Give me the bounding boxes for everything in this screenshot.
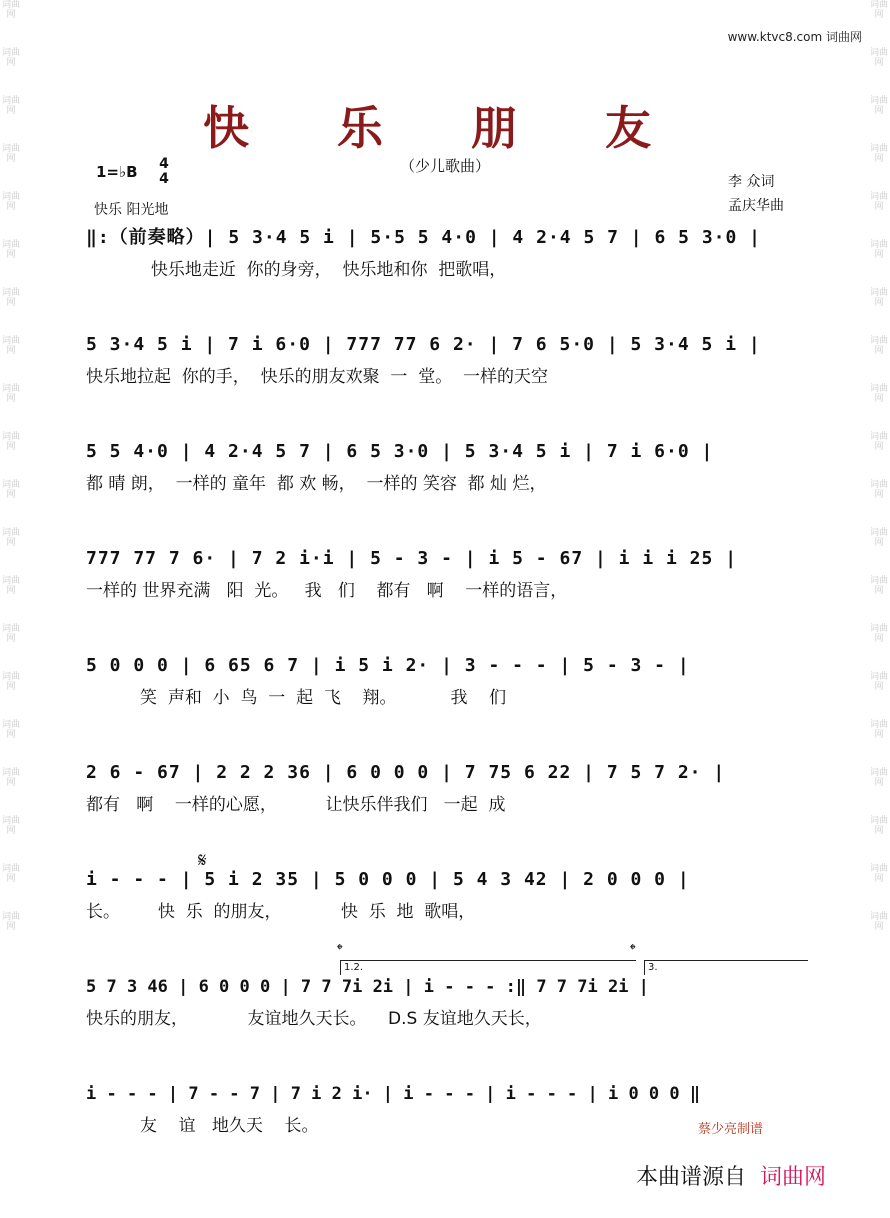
watermark-text: 词曲网: [870, 48, 888, 68]
site-url[interactable]: www.ktvc8.com 词曲网: [727, 30, 862, 44]
score-system-6: [86, 759, 806, 817]
watermark-text: 词曲网: [870, 96, 888, 116]
watermark-text: 词曲网: [2, 912, 20, 932]
notation-line: 2 6 - 67 | 2 2 2 36 | 6 0 0 0 | 7 75 6 22 | 7 5 7 2· |: [86, 762, 726, 783]
watermark-text: 词曲网: [870, 816, 888, 836]
watermark-text: 词曲网: [2, 720, 20, 740]
watermark-text: 词曲网: [2, 48, 20, 68]
notation-line: 5 5 4·0 | 4 2·4 5 7 | 6 5 3·0 | 5 3·4 5 i | 7 i 6·0 |: [86, 441, 714, 462]
watermark-text: 词曲网: [2, 96, 20, 116]
lyrics-line: 快乐的朋友， 友谊地久天长。 D.S 友谊地久天长，: [86, 1009, 542, 1029]
watermark-text: 词曲网: [2, 624, 20, 644]
watermark-text: 词曲网: [870, 672, 888, 692]
lyrics-line: 长。 快 乐 的朋友， 快 乐 地 歌唱，: [86, 902, 476, 922]
notation-line: ‖:（前奏略）| 5 3·4 5 i | 5·5 5 4·0 | 4 2·4 5 7 | 6 5 3·0 |: [86, 227, 762, 248]
watermark-text: 词曲网: [870, 768, 888, 788]
key-signature: 1=♭B: [96, 163, 138, 181]
score-system-4: [86, 545, 806, 603]
source-brand[interactable]: 词曲网: [760, 1165, 827, 1190]
watermark-text: 词曲网: [2, 576, 20, 596]
score-system-7: [86, 866, 806, 924]
song-title: 快 乐 朋 友: [202, 101, 688, 155]
notation-line: 777 77 7 6· | 7 2 i·i | 5 - 3 - | i 5 - 67 | i i i 25 |: [86, 548, 738, 569]
watermark-text: 词曲网: [870, 384, 888, 404]
watermark-text: 词曲网: [870, 576, 888, 596]
lyrics-line: 友 谊 地久天 长。: [86, 1116, 319, 1136]
right-watermark-strip: [870, 0, 888, 1218]
watermark-text: 词曲网: [2, 192, 20, 212]
lyrics-line: 快乐地拉起 你的手， 快乐的朋友欢聚 一 堂。 一样的天空: [86, 367, 549, 387]
lyrics-line: 都 晴 朗， 一样的 童年 都 欢 畅， 一样的 笑容 都 灿 烂，: [86, 474, 547, 494]
lyrics-line: 一样的 世界充满 阳 光。 我 们 都有 啊 一样的语言，: [86, 581, 568, 601]
watermark-text: 词曲网: [2, 384, 20, 404]
score-system-1: [86, 224, 806, 282]
watermark-text: 词曲网: [2, 672, 20, 692]
source-footer: [636, 1160, 826, 1191]
notation-line: 5 0 0 0 | 6 65 6 7 | i 5 i 2· | 3 - - - | 5 - 3 - |: [86, 655, 690, 676]
score-system-3: [86, 438, 806, 496]
score-system-2: [86, 331, 806, 389]
watermark-text: 词曲网: [870, 480, 888, 500]
watermark-text: 词曲网: [2, 240, 20, 260]
tempo-marking: 快乐 阳光地: [94, 202, 169, 218]
segno-sign: 𝄋: [198, 848, 207, 872]
watermark-text: 词曲网: [870, 624, 888, 644]
left-watermark-strip: [2, 0, 20, 1218]
watermark-text: 词曲网: [2, 144, 20, 164]
watermark-text: 词曲网: [2, 336, 20, 356]
watermark-text: 词曲网: [870, 144, 888, 164]
volta-bracket-2: 3.: [644, 960, 808, 975]
source-label: 本曲谱源自: [636, 1165, 747, 1190]
watermark-text: 词曲网: [870, 240, 888, 260]
watermark-text: 词曲网: [870, 336, 888, 356]
notation-line: 5 7 3 46 | 6 0 0 0 | 7 7 7i 2i | i - - - :‖ 7 7 7i 2i |: [86, 977, 649, 997]
volta-bracket-1: 1.2.: [340, 960, 636, 975]
notation-line: 5 3·4 5 i | 7 i 6·0 | 777 77 6 2· | 7 6 5·0 | 5 3·4 5 i |: [86, 334, 761, 355]
coda-sign: 𝄌: [630, 940, 636, 959]
notation-line: i - - - | 7 - - 7 | 7 i 2 i· | i - - - | i - - - | i 0 0 0 ‖: [86, 1084, 701, 1104]
watermark-text: 词曲网: [870, 528, 888, 548]
watermark-text: 词曲网: [2, 768, 20, 788]
time-signature: 4 4: [159, 156, 169, 187]
score-system-5: [86, 652, 806, 710]
watermark-text: 词曲网: [2, 432, 20, 452]
watermark-text: 词曲网: [2, 0, 20, 20]
composer-credit: 孟庆华曲: [728, 198, 784, 214]
watermark-text: 词曲网: [870, 864, 888, 884]
watermark-text: 词曲网: [870, 192, 888, 212]
watermark-text: 词曲网: [870, 288, 888, 308]
watermark-text: 词曲网: [2, 864, 20, 884]
lyricist-credit: 李 众词: [728, 174, 775, 190]
song-subtitle: （少儿歌曲）: [399, 157, 490, 175]
watermark-text: 词曲网: [2, 528, 20, 548]
arranger-credit: 蔡少亮制谱: [698, 1122, 764, 1137]
lyrics-line: 都有 啊 一样的心愿， 让快乐伴我们 一起 成: [86, 795, 506, 815]
watermark-text: 词曲网: [2, 816, 20, 836]
watermark-text: 词曲网: [870, 0, 888, 20]
watermark-text: 词曲网: [870, 912, 888, 932]
lyrics-line: 笑 声和 小 鸟 一 起 飞 翔。 我 们: [86, 688, 507, 708]
notation-line: i - - - | 5 i 2 35 | 5 0 0 0 | 5 4 3 42 | 2 0 0 0 |: [86, 869, 690, 890]
watermark-text: 词曲网: [870, 720, 888, 740]
coda-sign: 𝄌: [337, 940, 343, 959]
score-system-8: [86, 973, 806, 1031]
watermark-text: 词曲网: [870, 432, 888, 452]
lyrics-line: 快乐地走近 你的身旁， 快乐地和你 把歌唱，: [86, 260, 507, 280]
watermark-text: 词曲网: [2, 288, 20, 308]
watermark-text: 词曲网: [2, 480, 20, 500]
